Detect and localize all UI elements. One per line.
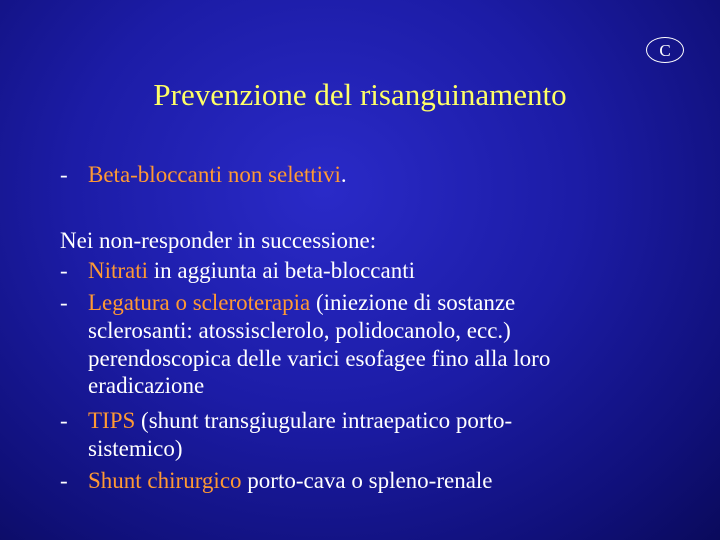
section-badge-letter: C [659,40,671,60]
list-item-rest: in aggiunta ai beta-bloccanti [148,258,415,283]
list-item-rest: (iniezione di sostanze [310,290,516,315]
bullet-dash: - [60,258,68,283]
list-item-rest: porto-cava o spleno-renale [241,468,493,493]
list-item-text [88,291,515,315]
continuation-line: perendoscopica delle varici esofagee fino alla loro [88,346,551,371]
intro-text: Nei non-responder in successione: [60,228,377,253]
bullet-highlight: Beta-bloccanti non selettivi [88,162,341,187]
bullet-text [88,163,347,187]
slide-title: Prevenzione del risanguinamento [153,77,567,112]
list-item-text [88,469,493,493]
bullet-suffix: . [340,162,347,187]
list-item-highlight: Legatura o scleroterapia [88,290,311,315]
bullet-dash: - [60,290,68,315]
list-item-text [88,259,415,283]
list-item-rest: (shunt transgiugulare intraepatico porto- [135,408,513,433]
bullet-dash: - [60,468,68,493]
bullet-dash: - [60,162,68,187]
list-item-highlight: Shunt chirurgico [88,468,242,493]
list-item-highlight: TIPS [88,408,136,433]
list-item-text [88,409,512,433]
list-item-highlight: Nitrati [88,258,149,283]
continuation-line: eradicazione [88,373,205,398]
section-badge [646,37,684,63]
bullet-dash: - [60,408,68,433]
continuation-line: sistemico) [88,436,183,461]
continuation-line: sclerosanti: atossisclerolo, polidocanolo, ecc.) [88,318,511,343]
